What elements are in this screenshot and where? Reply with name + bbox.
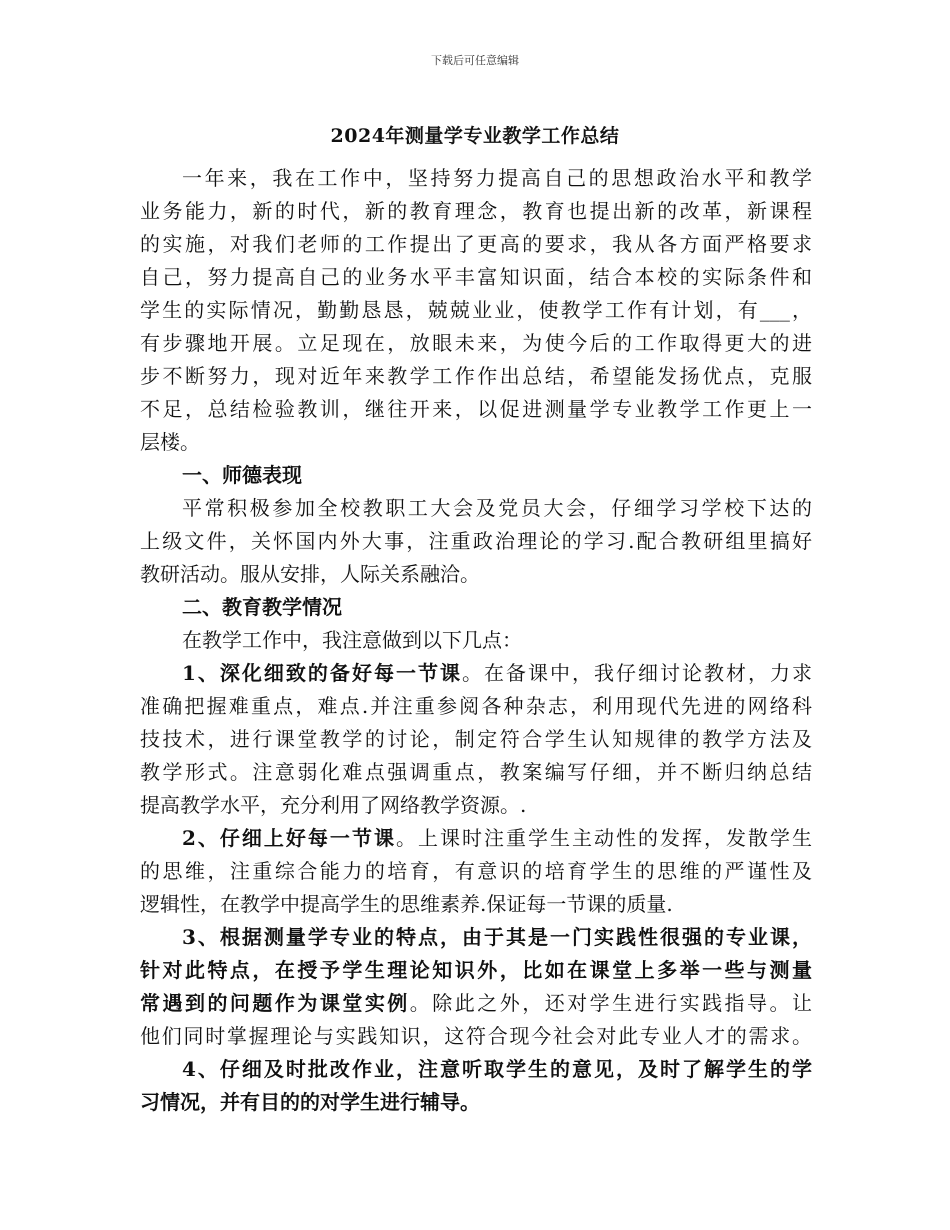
body-text: 不足，总结检验教训，继往开来，以促进测量学专业教学工作更上一 <box>140 397 812 421</box>
body-text: 业务能力，新的时代，新的教育理念，教育也提出新的改革，新课程 <box>140 199 812 223</box>
paragraph-line <box>140 855 812 888</box>
paragraph-line <box>140 624 812 657</box>
body-text: 他们同时掌握理论与实践知识，这符合现今社会对此专业人才的需求。 <box>140 1024 812 1048</box>
body-text: 准确把握难重点，难点.并注重参阅各种杂志，利用现代先进的网络科 <box>140 694 812 718</box>
paragraph-line <box>140 987 812 1020</box>
paragraph-line <box>140 162 812 195</box>
body-text: 有步骤地开展。立足现在，放眼未来，为使今后的工作取得更大的进 <box>140 331 812 355</box>
body-text: 在教学工作中，我注意做到以下几点： <box>182 628 522 652</box>
body-text: 教学形式。注意弱化难点强调重点，教案编写仔细，并不断归纳总结 <box>140 760 812 784</box>
paragraph-line <box>140 261 812 294</box>
body-text: 提高教学水平，充分利用了网络教学资源。. <box>140 793 527 817</box>
paragraph-line <box>140 1053 812 1086</box>
body-text: 教研活动。服从安排，人际关系融洽。 <box>140 562 480 586</box>
paragraph-line <box>140 1086 812 1119</box>
paragraph-line <box>140 888 812 921</box>
bold-text: 4、仔细及时批改作业，注意听取学生的意见，及时了解学生的学 <box>182 1057 812 1081</box>
page-header-note: 下载后可任意编辑 <box>431 54 519 67</box>
body-text: 学生的实际情况，勤勤恳恳，兢兢业业，使教学工作有计划，有___， <box>140 298 812 322</box>
body-text: 的实施，对我们老师的工作提出了更高的要求，我从各方面严格要求 <box>140 232 812 256</box>
paragraph-line <box>140 1020 812 1053</box>
paragraph-line <box>140 690 812 723</box>
body-text: 技技术，进行课堂教学的讨论，制定符合学生认知规律的教学方法及 <box>140 727 812 751</box>
paragraph-line <box>140 921 812 954</box>
paragraph-line <box>140 360 812 393</box>
paragraph-line <box>140 756 812 789</box>
bold-text: 一、师德表现 <box>182 463 302 487</box>
body-text: 一年来，我在工作中，坚持努力提高自己的思想政治水平和教学 <box>182 166 812 190</box>
body-text: 步不断努力，现对近年来教学工作作出总结，希望能发扬优点，克服 <box>140 364 812 388</box>
body-text: 平常积极参加全校教职工大会及党员大会，仔细学习学校下达的 <box>182 496 812 520</box>
bold-text: 二、教育教学情况 <box>182 595 342 619</box>
section-heading <box>140 459 812 492</box>
paragraph-line <box>140 327 812 360</box>
paragraph-line <box>140 789 812 822</box>
bold-text: 3、根据测量学专业的特点，由于其是一门实践性很强的专业课， <box>182 925 812 949</box>
document-title: 2024年测量学专业教学工作总结 <box>330 125 620 147</box>
section-heading <box>140 591 812 624</box>
paragraph-line <box>140 822 812 855</box>
body-text: 。上课时注重学生主动性的发挥，发散学生 <box>395 826 813 850</box>
paragraph-line <box>140 492 812 525</box>
paragraph-line <box>140 228 812 261</box>
bold-text: 2、仔细上好每一节课 <box>182 826 396 850</box>
body-text: 层楼。 <box>140 430 200 454</box>
paragraph-line <box>140 393 812 426</box>
paragraph-line <box>140 426 812 459</box>
body-text: 上级文件，关怀国内外大事，注重政治理论的学习.配合教研组里搞好 <box>140 529 812 553</box>
document-body <box>140 162 812 1119</box>
paragraph-line <box>140 525 812 558</box>
body-text: 自己，努力提高自己的业务水平丰富知识面，结合本校的实际条件和 <box>140 265 812 289</box>
bold-text: 1、深化细致的备好每一节课 <box>182 661 462 685</box>
paragraph-line <box>140 657 812 690</box>
paragraph-line <box>140 195 812 228</box>
body-text: 的思维，注重综合能力的培育，有意识的培育学生的思维的严谨性及 <box>140 859 812 883</box>
bold-text: 常遇到的问题作为课堂实例 <box>140 991 410 1015</box>
bold-text: 针对此特点，在授予学生理论知识外，比如在课堂上多举一些与测量 <box>140 958 812 982</box>
paragraph-line <box>140 558 812 591</box>
bold-text: 习情况，并有目的的对学生进行辅导。 <box>140 1090 480 1114</box>
paragraph-line <box>140 723 812 756</box>
paragraph-line <box>140 294 812 327</box>
body-text: 。在备课中，我仔细讨论教材，力求 <box>461 661 812 685</box>
body-text: 。除此之外，还对学生进行实践指导。让 <box>409 991 813 1015</box>
paragraph-line <box>140 954 812 987</box>
body-text: 逻辑性，在教学中提高学生的思维素养.保证每一节课的质量. <box>140 892 673 916</box>
